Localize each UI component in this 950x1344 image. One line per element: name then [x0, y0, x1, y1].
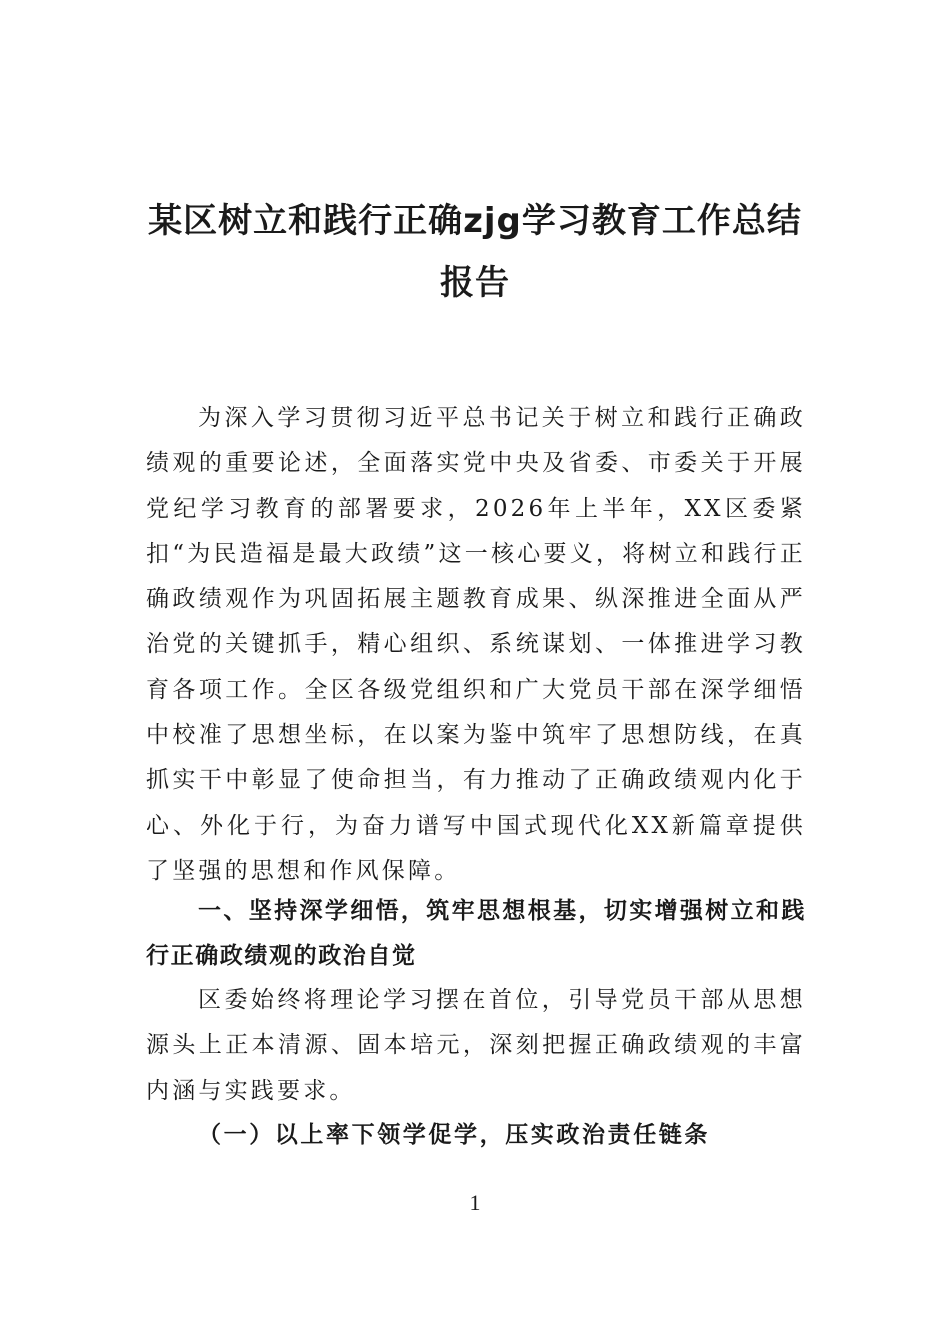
document-title-line-1: 某区树立和践行正确zjg学习教育工作总结	[148, 201, 802, 241]
intro-paragraph: 为深入学习贯彻习近平总书记关于树立和践行正确政绩观的重要论述，全面落实党中央及省委、市委关于开展党纪学习教育的部署要求，2026年上半年，XX区委紧扣“为民造福是最大政绩”这一核心要义，将树立和践行正确政绩观作为巩固拓展主题教育成果、纵深推进全面从严治党的关键抓手，精心组织、系统谋划、一体推进学习教育各项工作。全区各级党组织和广大党员干部在深学细悟中校准了思想坐标，在以案为鉴中筑牢了思想防线，在真抓实干中彰显了使命担当，有力推动了正确政绩观内化于心、外化于行，为奋力谱写中国式现代化XX新篇章提供了坚强的思想和作风保障。	[146, 405, 806, 884]
document-title	[140, 190, 810, 314]
subsection-1-heading: （一）以上率下领学促学，压实政治责任链条	[198, 1121, 710, 1148]
section-1-heading: 一、坚持深学细悟，筑牢思想根基，切实增强树立和践行正确政绩观的政治自觉	[146, 898, 806, 969]
document-title-line-2: 报告	[440, 263, 510, 303]
section-1-paragraph: 区委始终将理论学习摆在首位，引导党员干部从思想源头上正本清源、固本培元，深刻把握正确政绩观的丰富内涵与实践要求。	[146, 987, 806, 1104]
page-number: 1	[469, 1190, 481, 1215]
